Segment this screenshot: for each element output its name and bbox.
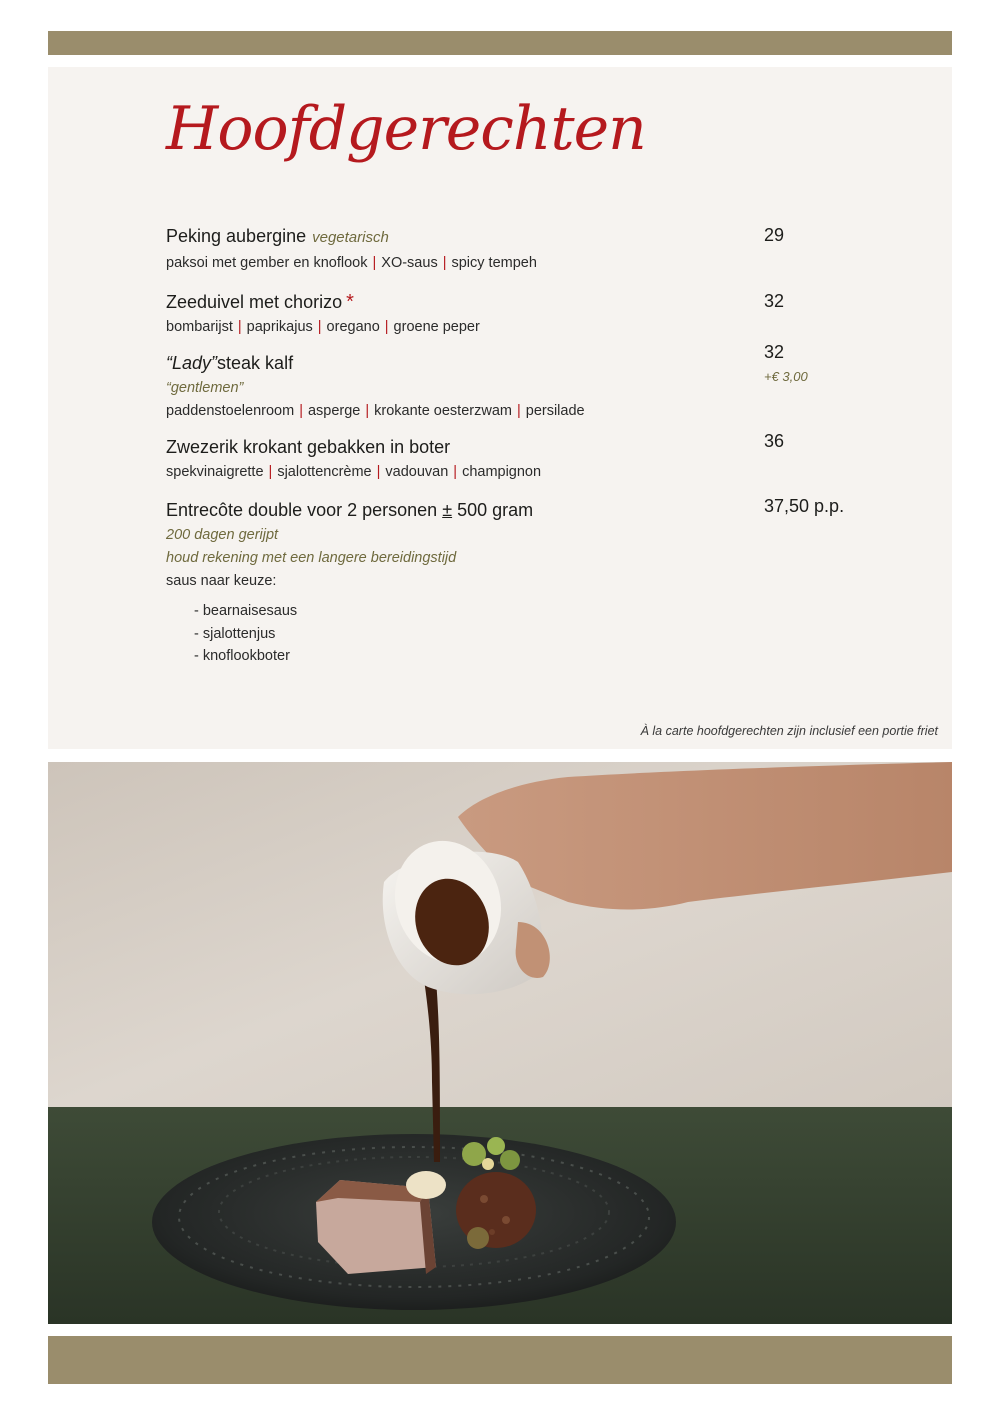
dish-ingredients: spekvinaigrette | sjalottencrème | vadouvan | champignon [166, 464, 542, 480]
dish-price: 29 [764, 225, 785, 245]
dish-name: Entrecôte double voor 2 personen [166, 500, 438, 520]
dish-name: Zeeduivel met chorizo [166, 292, 343, 312]
dish-photo [48, 762, 952, 1324]
list-item: - bearnaisesaus [194, 600, 746, 623]
dish-ingredients: bombarijst | paprikajus | oregano | groene peper [166, 319, 480, 335]
menu-card [48, 67, 952, 749]
page-title: Hoofdgerechten [166, 94, 646, 164]
sauce-label: saus naar keuze: [166, 573, 277, 589]
dish-name: Zwezerik krokant gebakken in boter [166, 437, 451, 457]
dish-name: Peking aubergine [166, 226, 307, 246]
dish-price: 36 [764, 431, 785, 451]
menu-item-lady-steak [166, 352, 746, 420]
sauce-list [194, 600, 746, 668]
top-band [48, 31, 952, 55]
dish-name: steak kalf [217, 353, 294, 373]
approx-symbol: ± [442, 500, 453, 520]
dish-ingredients: paksoi met gember en knoflook | XO-saus | spicy tempeh [166, 255, 537, 271]
dish-note: “gentlemen” [166, 380, 244, 396]
dish-price: 37,50 p.p. [764, 496, 845, 516]
dish-tag: vegetarisch [312, 229, 389, 246]
menu-item-peking-aubergine [166, 225, 746, 272]
list-item: - sjalottenjus [194, 623, 746, 646]
list-item: - knoflookboter [194, 645, 746, 668]
bottom-band [48, 1336, 952, 1384]
dish-weight: 500 gram [457, 500, 534, 520]
asterisk-mark: * [346, 291, 354, 313]
dish-price: 32 [764, 291, 785, 311]
dish-price-surcharge: +€ 3,00 [764, 369, 808, 384]
footnote: À la carte hoofdgerechten zijn inclusief een portie friet [640, 724, 938, 738]
dish-ingredients: paddenstoelenroom | asperge | krokante oesterzwam | persilade [166, 403, 585, 419]
menu-item-zeeduivel [166, 291, 746, 336]
dish-name-quote: “Lady” [166, 353, 218, 373]
menu-item-zwezerik [166, 436, 746, 481]
dish-note: houd rekening met een langere bereidingstijd [166, 550, 457, 566]
dish-note: 200 dagen gerijpt [166, 527, 279, 543]
menu-item-entrecote [166, 499, 746, 668]
dish-price: 32 [764, 342, 785, 362]
